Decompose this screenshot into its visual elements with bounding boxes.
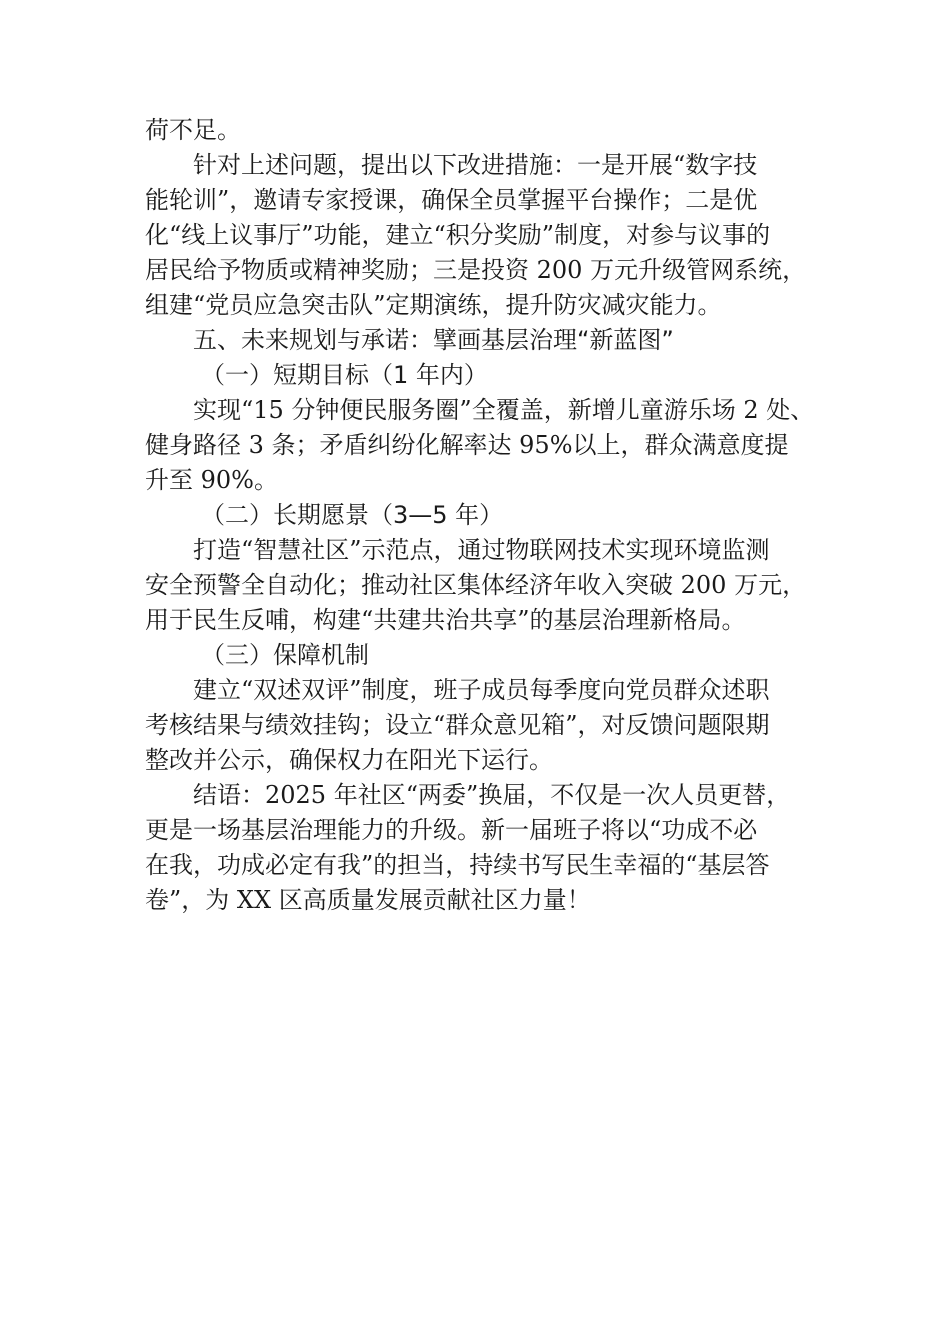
text-line: 居民给予物质或精神奖励；三是投资 200 万元升级管网系统，	[145, 256, 807, 284]
text-line: 组建“党员应急突击队”定期演练，提升防灾减灾能力。	[145, 291, 722, 319]
section-five-heading: 五、未来规划与承诺：擘画基层治理“新蓝图”	[193, 326, 674, 354]
text-line: 实现“15 分钟便民服务圈”全覆盖，新增儿童游乐场 2 处、	[193, 396, 815, 424]
text-line: 健身路径 3 条；矛盾纠纷化解率达 95%以上，群众满意度提	[145, 431, 789, 459]
text-line: 考核结果与绩效挂钩；设立“群众意见箱”，对反馈问题限期	[145, 711, 770, 739]
continuation-paragraph	[145, 113, 835, 148]
text-line: 荷不足。	[145, 116, 241, 144]
text-line: 建立“双述双评”制度，班子成员每季度向党员群众述职	[193, 676, 770, 704]
text-line: 能轮训”，邀请专家授课，确保全员掌握平台操作；二是优	[145, 186, 758, 214]
text-line: 用于民生反哺，构建“共建共治共享”的基层治理新格局。	[145, 606, 746, 634]
text-line: 安全预警全自动化；推动社区集体经济年收入突破 200 万元，	[145, 571, 807, 599]
text-line: 针对上述问题，提出以下改进措施：一是开展“数字技	[193, 151, 758, 179]
guarantee-heading: （三）保障机制	[201, 641, 369, 669]
text-line: 在我，功成必定有我”的担当，持续书写民生幸福的“基层答	[145, 851, 770, 879]
conclusion-paragraph	[145, 778, 835, 918]
measures-paragraph	[145, 148, 835, 323]
text-line: 整改并公示，确保权力在阳光下运行。	[145, 746, 553, 774]
guarantee-paragraph	[145, 673, 835, 778]
text-line: 更是一场基层治理能力的升级。新一届班子将以“功成不必	[145, 816, 758, 844]
text-line: 打造“智慧社区”示范点，通过物联网技术实现环境监测	[193, 536, 770, 564]
document-body	[145, 113, 835, 918]
text-line: 升至 90%。	[145, 466, 278, 494]
long-term-paragraph	[145, 533, 835, 638]
short-term-heading: （一）短期目标（1 年内）	[201, 361, 488, 389]
text-line: 卷”，为 XX 区高质量发展贡献社区力量！	[145, 886, 591, 914]
text-line: 化“线上议事厅”功能，建立“积分奖励”制度，对参与议事的	[145, 221, 771, 249]
long-term-heading: （二）长期愿景（3—5 年）	[201, 501, 504, 529]
text-line: 结语：2025 年社区“两委”换届，不仅是一次人员更替，	[193, 781, 791, 809]
short-term-paragraph	[145, 393, 835, 498]
